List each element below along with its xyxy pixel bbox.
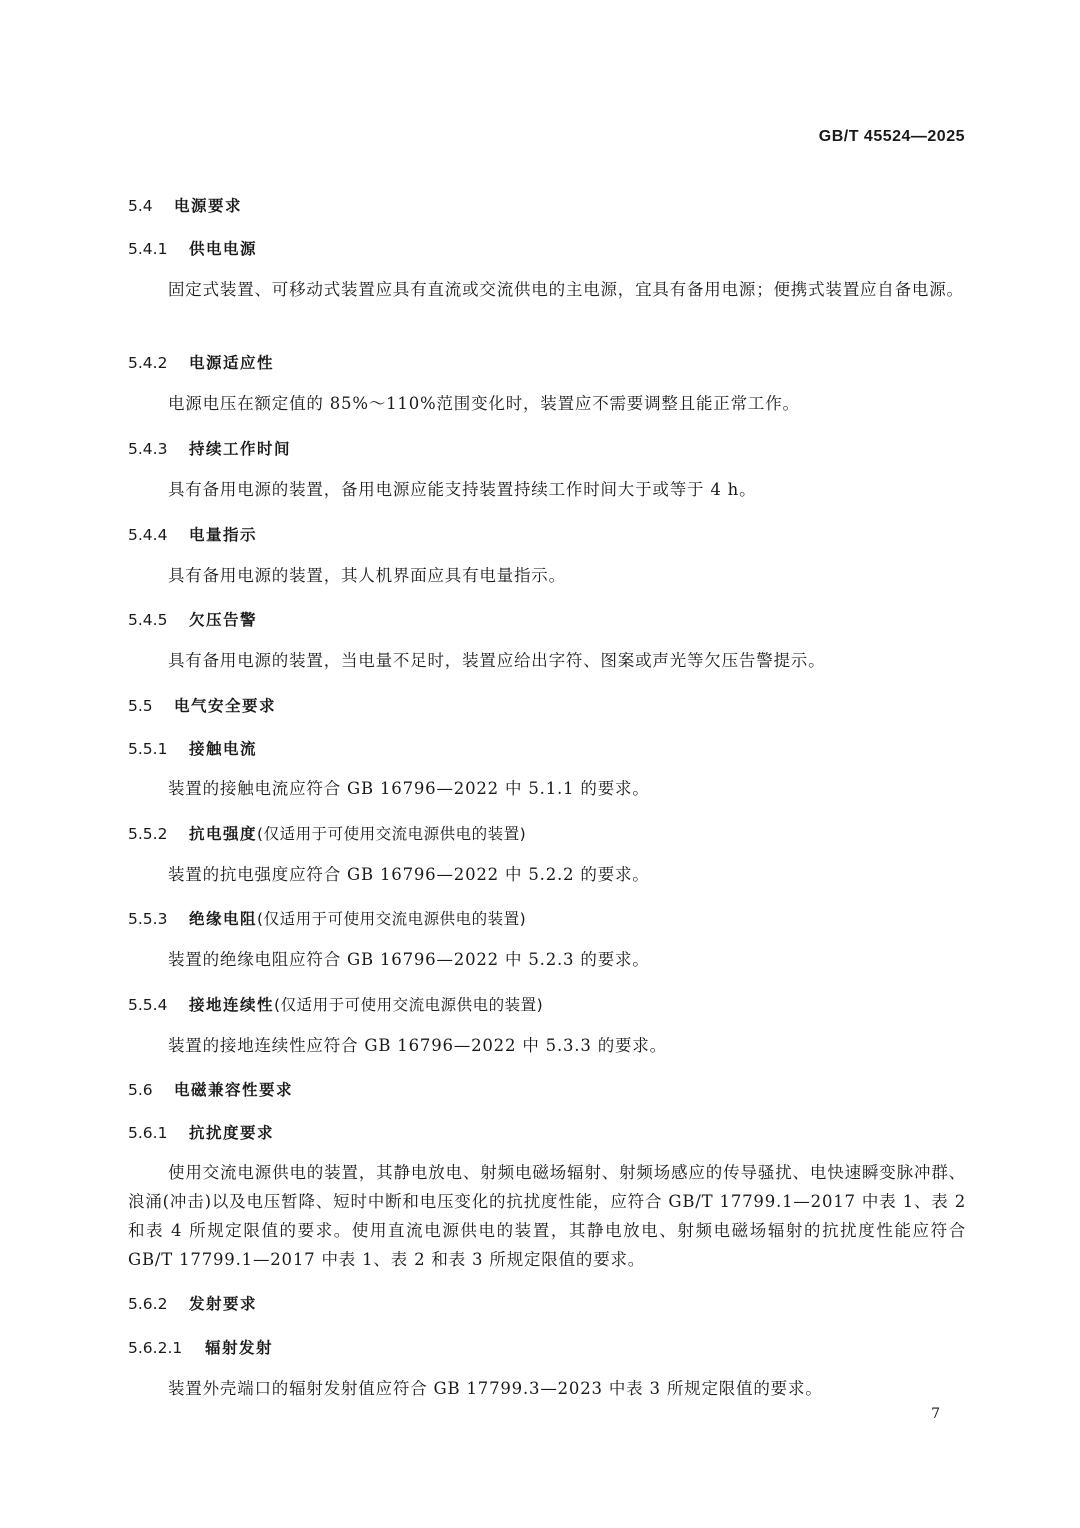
section-title: 供电电源 (189, 240, 258, 258)
standard-code: GB/T 45524—2025 (818, 128, 965, 145)
section-number: 5.4.1 (128, 240, 168, 258)
page-number: 7 (931, 1406, 940, 1422)
section-title: 辐射发射 (205, 1339, 274, 1357)
section-number: 5.6.2 (128, 1295, 168, 1313)
section-heading-5-5-2 (128, 822, 526, 844)
paragraph-5-4-2: 电源电压在额定值的 85%～110%范围变化时，装置应不需要调整且能正常工作。 (168, 394, 800, 413)
section-number: 5.4.4 (128, 526, 168, 544)
section-number: 5.5.4 (128, 996, 168, 1014)
paragraph-5-4-4: 具有备用电源的装置，其人机界面应具有电量指示。 (168, 566, 566, 585)
section-title: 电磁兼容性要求 (174, 1081, 294, 1099)
section-note: (仅适用于可使用交流电源供电的装置) (257, 910, 527, 928)
paragraph-5-4-3: 具有备用电源的装置，备用电源应能支持装置持续工作时间大于或等于 4 h。 (168, 480, 757, 499)
section-heading-5-4-1 (128, 237, 257, 259)
section-title: 电量指示 (189, 526, 258, 544)
section-number: 5.4.2 (128, 354, 168, 372)
section-heading-5-5-1 (128, 737, 257, 759)
paragraph-5-5-1: 装置的接触电流应符合 GB 16796—2022 中 5.1.1 的要求。 (168, 779, 650, 798)
section-heading-5-5 (128, 694, 276, 716)
section-title: 电源要求 (174, 197, 243, 215)
section-title: 电源适应性 (189, 354, 275, 372)
paragraph-5-5-3: 装置的绝缘电阻应符合 GB 16796—2022 中 5.2.3 的要求。 (168, 950, 650, 969)
paragraph-5-5-2: 装置的抗电强度应符合 GB 16796—2022 中 5.2.2 的要求。 (168, 865, 650, 884)
section-number: 5.5 (128, 697, 153, 715)
section-number: 5.5.2 (128, 825, 168, 843)
paragraph-5-4-1: 固定式装置、可移动式装置应具有直流或交流供电的主电源，宜具有备用电源；便携式装置应自备电源。 (168, 280, 964, 299)
section-number: 5.4.3 (128, 440, 168, 458)
section-number: 5.6.1 (128, 1124, 168, 1142)
section-title: 抗扰度要求 (189, 1124, 275, 1142)
section-title: 接触电流 (189, 740, 258, 758)
section-heading-5-5-3 (128, 907, 526, 929)
section-title: 发射要求 (189, 1295, 258, 1313)
section-heading-5-6-2 (128, 1292, 257, 1314)
section-heading-5-4-5 (128, 608, 257, 630)
section-heading-5-6-1 (128, 1121, 274, 1143)
section-number: 5.4 (128, 197, 153, 215)
section-number: 5.4.5 (128, 611, 168, 629)
paragraph-5-5-4: 装置的接地连续性应符合 GB 16796—2022 中 5.3.3 的要求。 (168, 1036, 667, 1055)
section-heading-5-4 (128, 194, 242, 216)
section-title: 绝缘电阻 (189, 910, 258, 928)
paragraph-5-4-5: 具有备用电源的装置，当电量不足时，装置应给出字符、图案或声光等欠压告警提示。 (168, 651, 826, 670)
section-number: 5.6.2.1 (128, 1339, 183, 1357)
section-number: 5.5.1 (128, 740, 168, 758)
paragraph-5-6-1: 使用交流电源供电的装置，其静电放电、射频电磁场辐射、射频场感应的传导骚扰、电快速瞬变脉冲群、浪涌(冲击)以及电压暂降、短时中断和电压变化的抗扰度性能，应符合 GB/T 17799.1—2017 中表 1、表 2 和表 4 所规定限值的要求。使用直流电源供电的装置，其静电放电、射频电磁场辐射的抗扰度性能应符合 GB/T 17799.1—2017 中表 1、表 2 和表 3 所规定限值的要求。 (128, 1163, 966, 1269)
section-title: 电气安全要求 (174, 697, 277, 715)
section-heading-5-5-4 (128, 993, 543, 1015)
section-number: 5.6 (128, 1081, 153, 1099)
section-title: 接地连续性 (189, 996, 275, 1014)
section-heading-5-4-4 (128, 523, 257, 545)
paragraph-5-6-2-1: 装置外壳端口的辐射发射值应符合 GB 17799.3—2023 中表 3 所规定限值的要求。 (168, 1379, 823, 1398)
section-heading-5-4-3 (128, 437, 291, 459)
section-heading-5-6-2-1 (128, 1336, 273, 1358)
section-heading-5-6 (128, 1078, 293, 1100)
section-heading-5-4-2 (128, 351, 274, 373)
section-note: (仅适用于可使用交流电源供电的装置) (257, 825, 527, 843)
section-number: 5.5.3 (128, 910, 168, 928)
section-note: (仅适用于可使用交流电源供电的装置) (274, 996, 544, 1014)
section-title: 抗电强度 (189, 825, 258, 843)
section-title: 持续工作时间 (189, 440, 292, 458)
section-title: 欠压告警 (189, 611, 258, 629)
